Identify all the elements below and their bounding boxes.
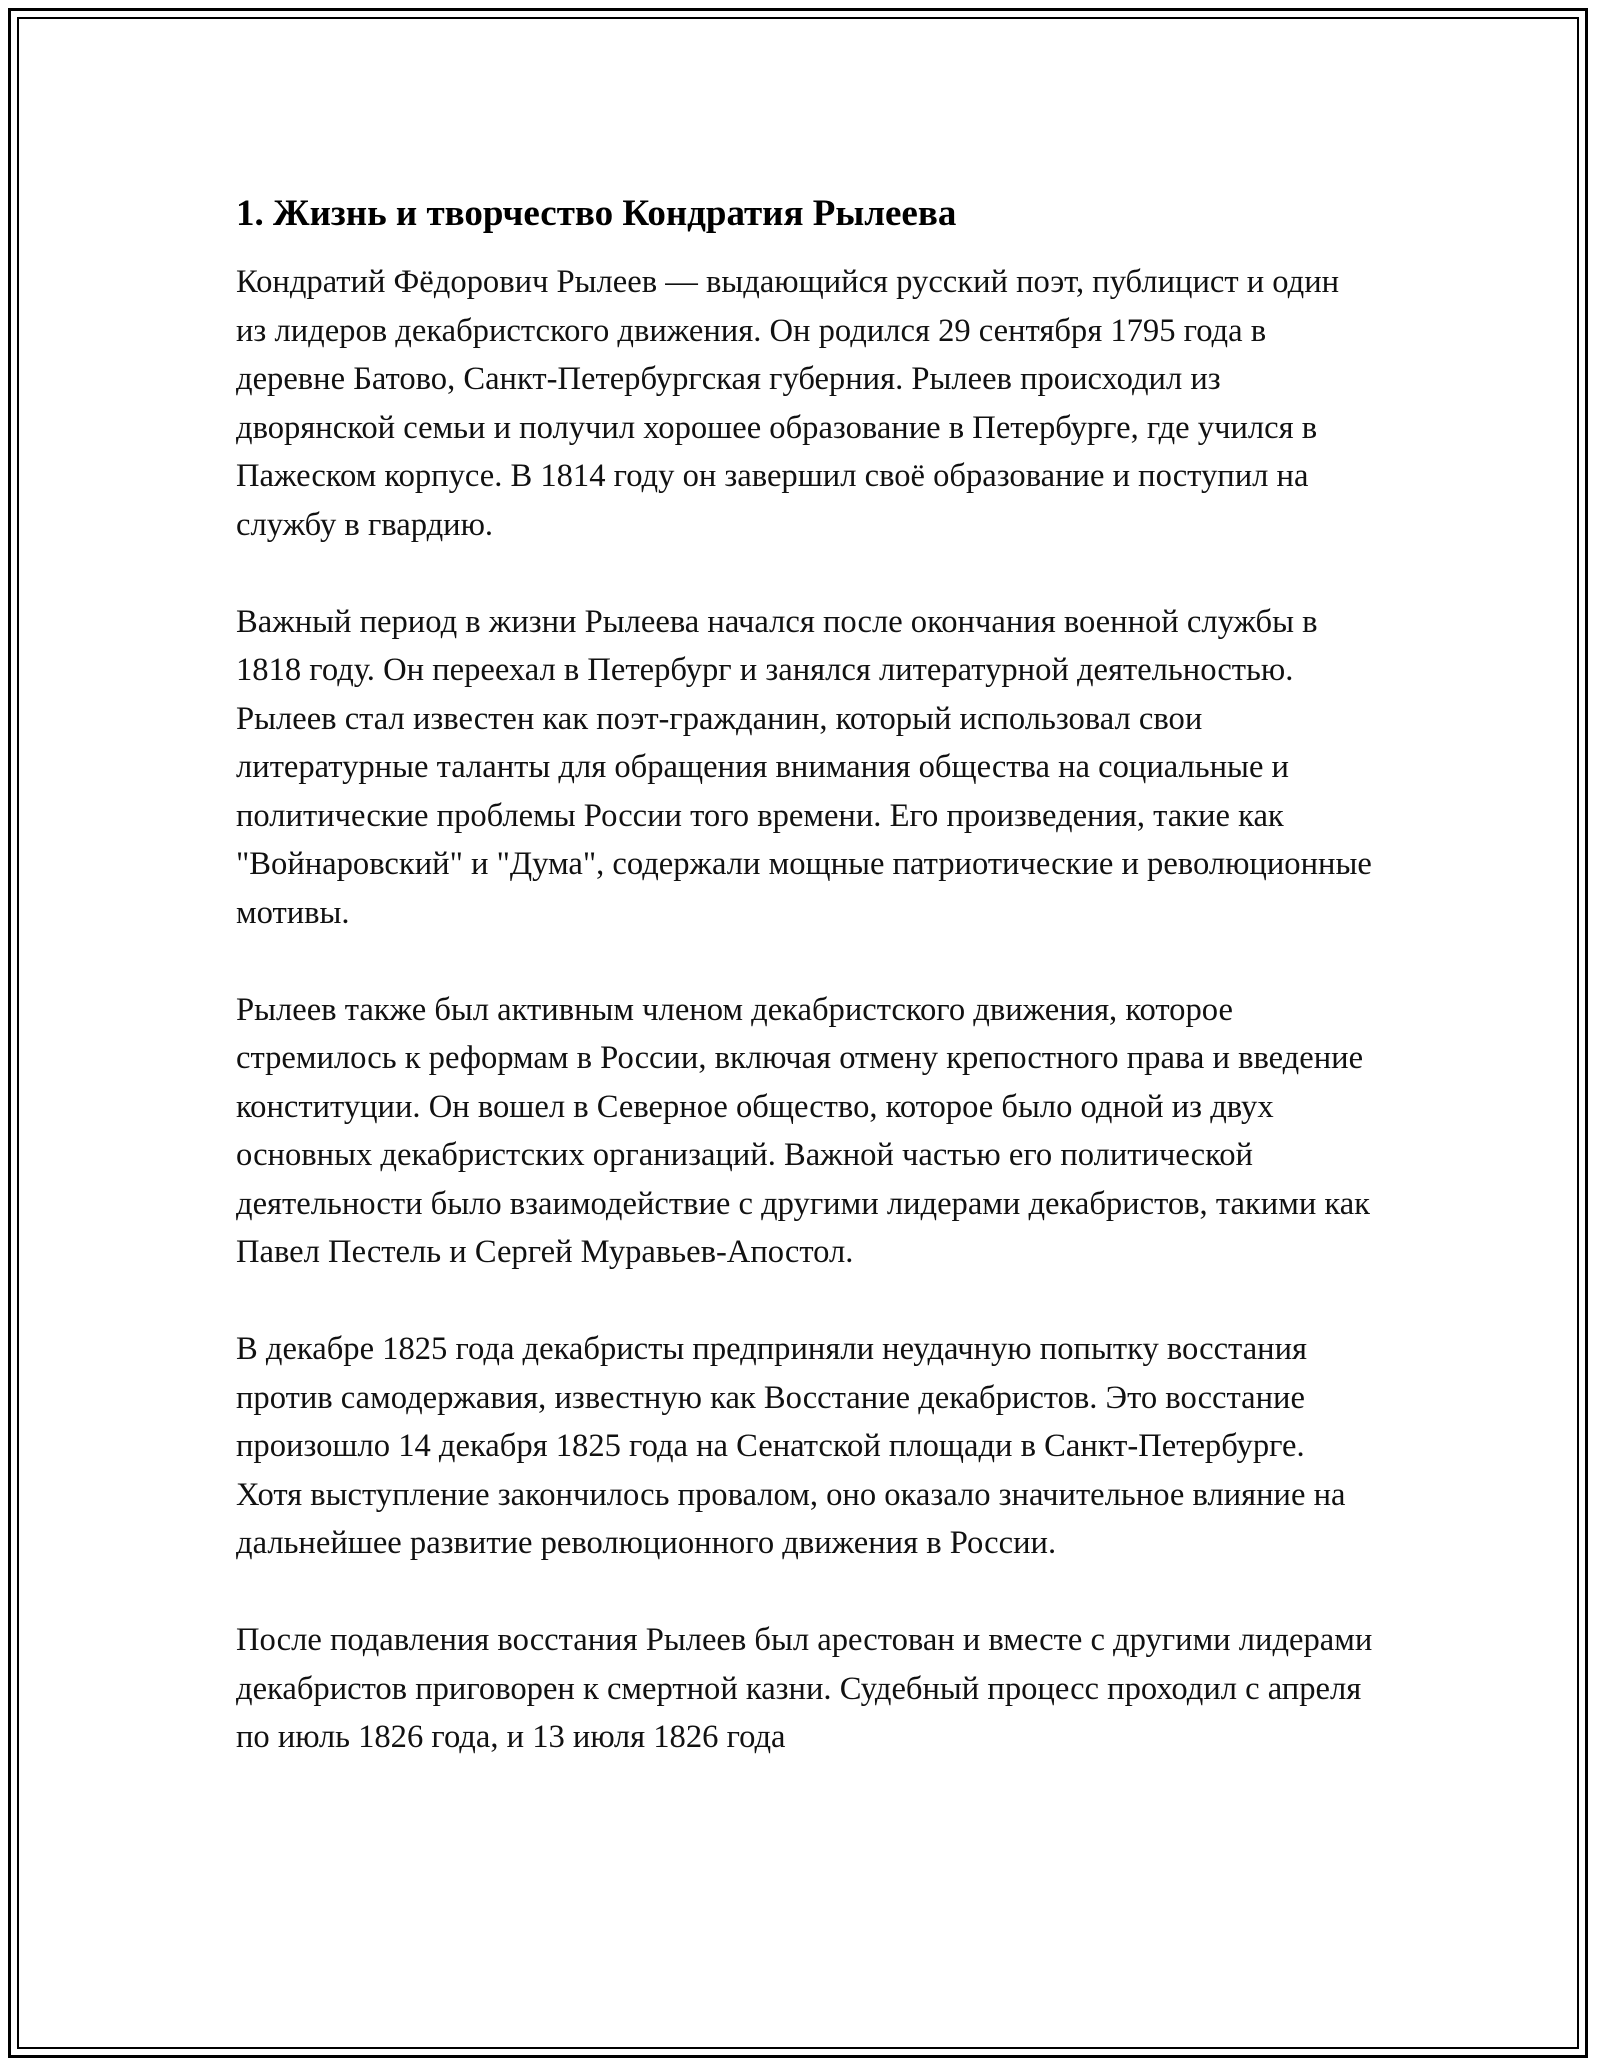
section-heading: 1. Жизнь и творчество Кондратия Рылеева — [236, 193, 957, 234]
paragraph-5: После подавления восстания Рылеев был арестован и вместе с другими лидерами декабристов приговорен к смертной казни. Судебный процесс проходил с апреля по июль 1826 года, и 13 июля 1826 года — [236, 1622, 1373, 1755]
paragraph-4: В декабре 1825 года декабристы предприняли неудачную попытку восстания против самодержавия, известную как Восстание декабристов. Это восстание произошло 14 декабря 1825 года на Сенатской площади в Санкт-Петербурге. Хотя выступление закончилось провалом, оно оказало значительное влияние на дальнейшее развитие революционного движения в России. — [236, 1331, 1346, 1561]
paragraph-1: Кондратий Фёдорович Рылеев — выдающийся русский поэт, публицист и один из лидеров декабристского движения. Он родился 29 сентября 1795 года в деревне Батово, Санкт-Петербургская губерния. Рылеев происходил из дворянской семьи и получил хорошее образование в Петербурге, где учился в Пажеском корпусе. В 1814 году он завершил своё образование и поступил на службу в гвардию. — [236, 264, 1340, 543]
document-body — [236, 186, 1376, 1810]
paragraph-2: Важный период в жизни Рылеева начался после окончания военной службы в 1818 году. Он переехал в Петербург и занялся литературной деятельностью. Рылеев стал известен как поэт-гражданин, который использовал свои литературные таланты для обращения внимания общества на социальные и политические проблемы России того времени. Его произведения, такие как "Войнаровский" и "Дума", содержали мощные патриотические и революционные мотивы. — [236, 603, 1372, 931]
paragraph-3: Рылеев также был активным членом декабристского движения, которое стремилось к реформам в России, включая отмену крепостного права и введение конституции. Он вошел в Северное общество, которое было одной из двух основных декабристских организаций. Важной частью его политической деятельности было взаимодействие с другими лидерами декабристов, такими как Павел Пестель и Сергей Муравьев-Апостол. — [236, 991, 1371, 1270]
